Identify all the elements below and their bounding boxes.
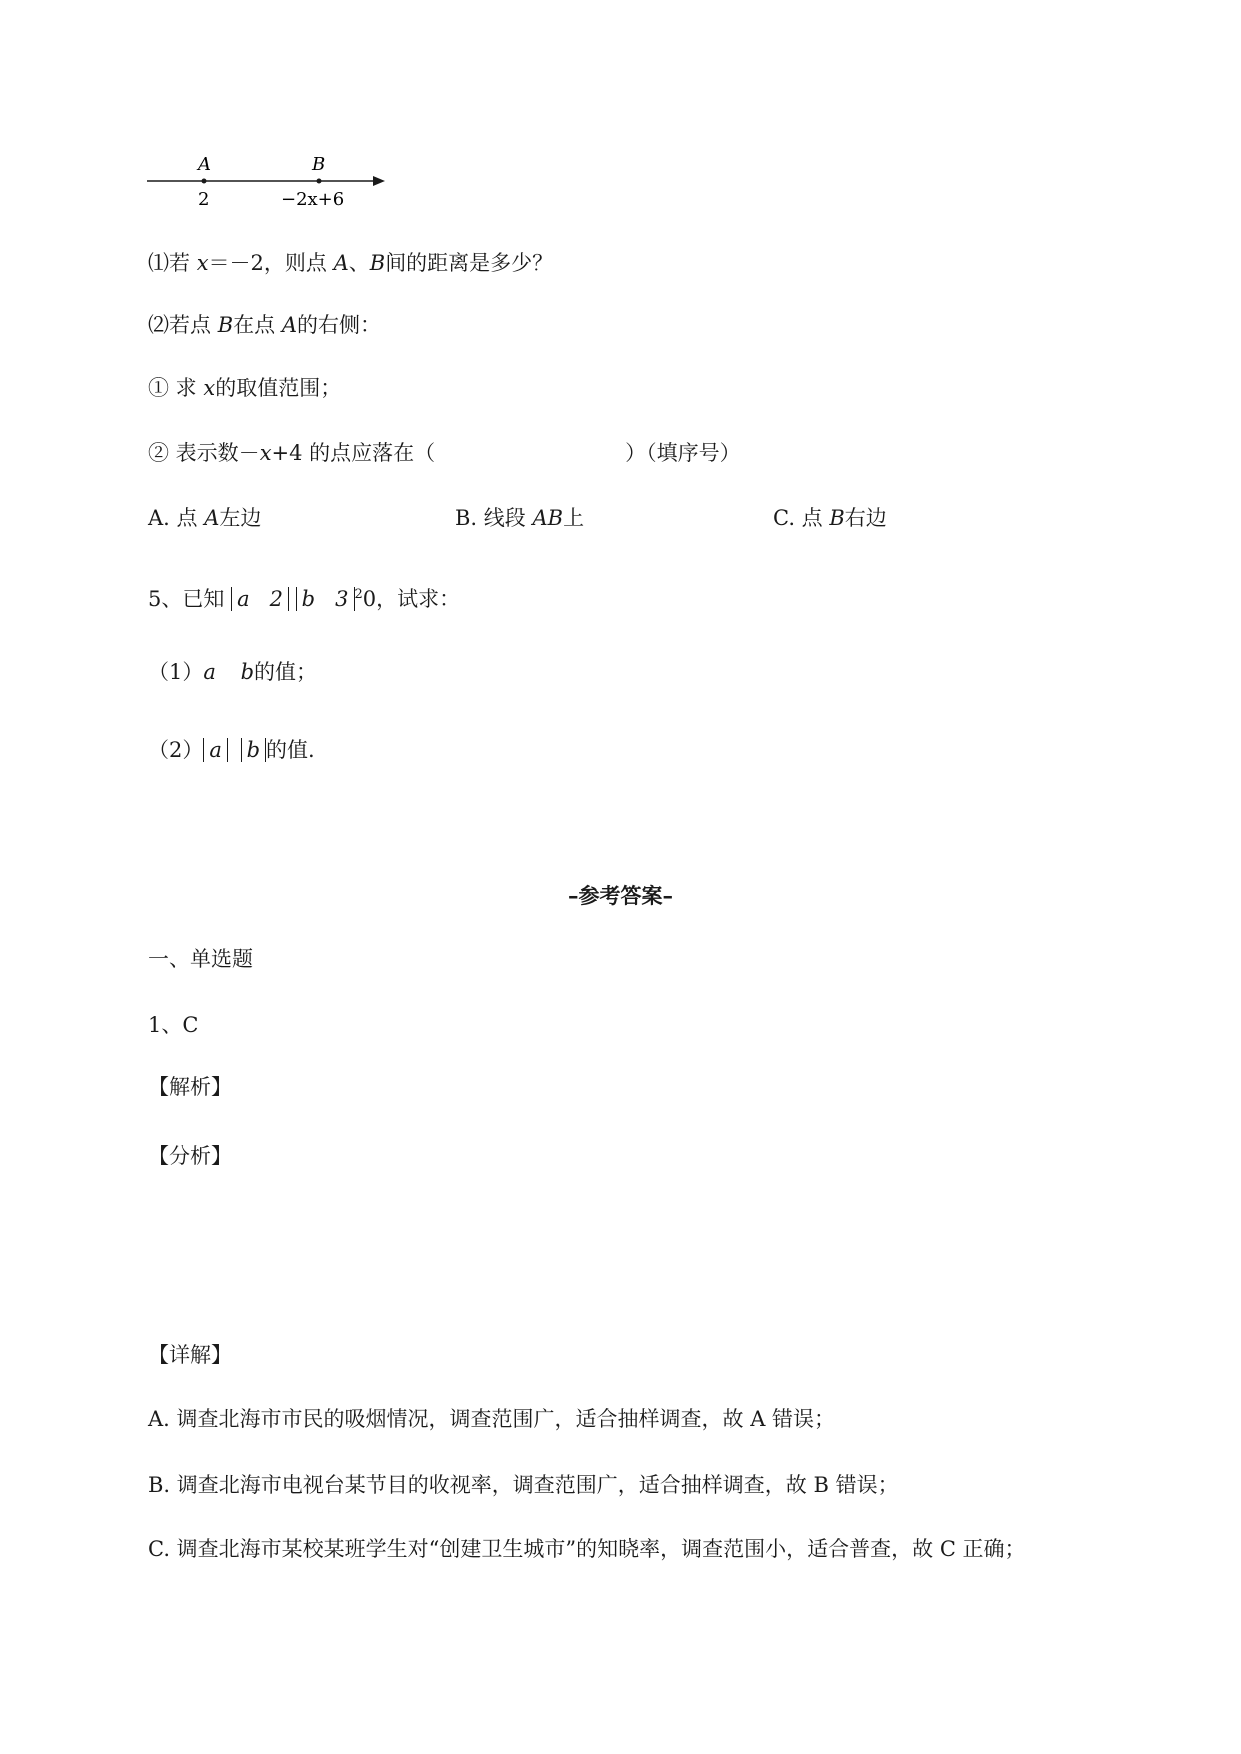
detail-a: A. 调查北海市市民的吸烟情况，调查范围广，适合抽样调查，故 A 错误； bbox=[148, 1407, 836, 1431]
exponent: 2 bbox=[354, 587, 363, 602]
option-c bbox=[773, 503, 887, 533]
option-a-prefix: A. 点 bbox=[148, 506, 205, 530]
q5-part2-prefix: （2） bbox=[148, 738, 204, 762]
q5-part1-a: a bbox=[203, 660, 216, 684]
q5-part2-suffix: 的值. bbox=[266, 738, 315, 762]
fenxi-tag: 【分析】 bbox=[148, 1144, 232, 1168]
number-line-figure bbox=[145, 145, 405, 215]
answers-title: –参考答案– bbox=[568, 883, 673, 908]
q5-part2 bbox=[148, 735, 315, 765]
analysis-tag: 【解析】 bbox=[148, 1075, 232, 1099]
q4-sub1-suffix: 的取值范围； bbox=[215, 376, 342, 400]
option-c-suffix: 右边 bbox=[844, 506, 887, 530]
q4-part2-point-a: A bbox=[281, 313, 297, 337]
q5-part1 bbox=[148, 657, 317, 687]
point-a-value: 2 bbox=[198, 189, 210, 210]
q5-part1-prefix: （1） bbox=[148, 660, 204, 684]
detail-tag: 【详解】 bbox=[148, 1343, 232, 1367]
detail-b: B. 调查北海市电视台某节目的收视率，调查范围广，适合抽样调查，故 B 错误； bbox=[148, 1473, 899, 1497]
point-a-dot bbox=[202, 179, 207, 184]
option-c-var: B bbox=[829, 506, 845, 530]
abs-b: b bbox=[241, 738, 266, 762]
q4-part2-mid: 在点 bbox=[233, 313, 282, 337]
q4-sub1 bbox=[148, 373, 341, 403]
q4-sub2-mid: +4 的点应落在（ bbox=[271, 441, 436, 465]
q4-sub1-var: x bbox=[203, 376, 216, 400]
q4-part2-suffix: 的右侧： bbox=[296, 313, 381, 337]
q5-part1-suffix: 的值； bbox=[254, 660, 318, 684]
point-b-label: B bbox=[312, 154, 326, 175]
q4-part2 bbox=[148, 310, 381, 340]
q4-part1-suffix: 间的距离是多少？ bbox=[385, 251, 554, 275]
abs-a: a bbox=[203, 738, 228, 762]
q5-stem bbox=[148, 580, 460, 614]
q4-sub2-suffix: ）（填序号） bbox=[625, 441, 741, 465]
point-b-value: −2x+6 bbox=[281, 189, 345, 210]
q4-sub2 bbox=[148, 438, 741, 468]
q4-sub2-prefix: ② 表示数－ bbox=[148, 441, 260, 465]
abs-b-minus-3: b 3 bbox=[296, 587, 355, 611]
answer-q1: 1、C bbox=[148, 1013, 199, 1037]
option-c-prefix: C. 点 bbox=[773, 506, 830, 530]
q5-suffix: 0，试求： bbox=[362, 587, 461, 611]
q4-part2-point-b: B bbox=[217, 313, 234, 337]
q4-sub1-prefix: ① 求 bbox=[148, 376, 204, 400]
section-heading: 一、单选题 bbox=[148, 947, 253, 971]
q4-part2-prefix: ⑵若点 bbox=[148, 313, 218, 337]
option-a-suffix: 左边 bbox=[219, 506, 262, 530]
q4-sub2-var: x bbox=[259, 441, 272, 465]
q4-part1-mid: ＝－2，则点 bbox=[208, 251, 334, 275]
point-a-label: A bbox=[198, 154, 211, 175]
q5-part1-b: b bbox=[240, 660, 255, 684]
q4-part1-var: x bbox=[196, 251, 209, 275]
point-b-dot bbox=[317, 179, 322, 184]
q4-part1 bbox=[148, 248, 553, 278]
option-b-suffix: 上 bbox=[563, 506, 585, 530]
abs-a-minus-2: a 2 bbox=[231, 587, 289, 611]
option-b-prefix: B. 线段 bbox=[455, 506, 533, 530]
option-a bbox=[148, 503, 261, 533]
q5-prefix: 5、已知 bbox=[148, 587, 225, 611]
option-b bbox=[455, 503, 584, 533]
q4-part1-point-a: A bbox=[333, 251, 349, 275]
option-b-var: AB bbox=[532, 506, 564, 530]
arrow-icon bbox=[373, 176, 385, 186]
option-a-var: A bbox=[204, 506, 220, 530]
q4-part1-sep: 、 bbox=[348, 251, 370, 275]
detail-c: C. 调查北海市某校某班学生对“创建卫生城市”的知晓率，调查范围小，适合普查，故 C 正确； bbox=[148, 1537, 1026, 1561]
q4-part1-prefix: ⑴若 bbox=[148, 251, 197, 275]
q4-part1-point-b: B bbox=[369, 251, 386, 275]
